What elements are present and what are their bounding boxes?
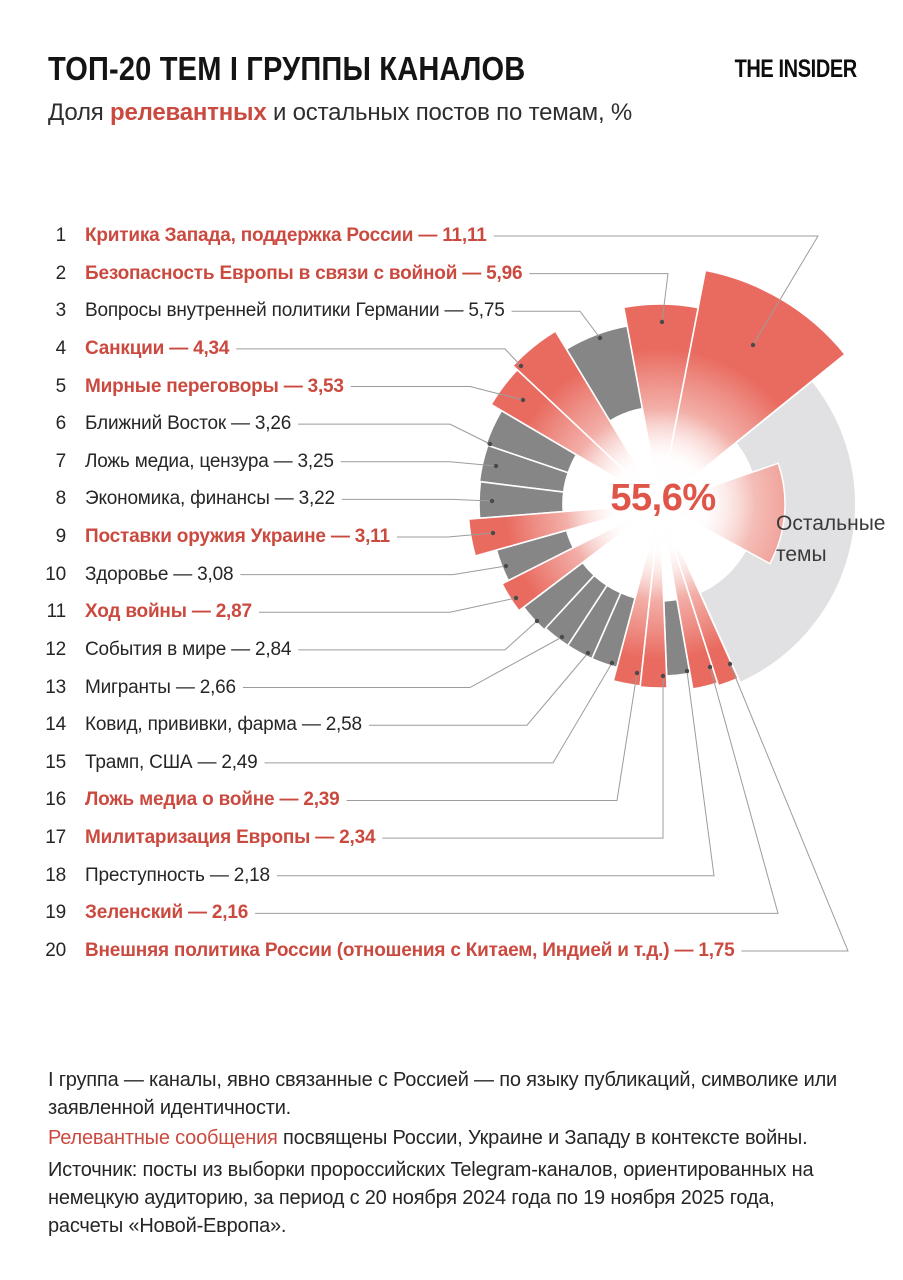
- list-item-rank: 20: [45, 940, 66, 961]
- list-item-topic-3: [36, 297, 505, 325]
- list-item-rank: 7: [55, 451, 66, 472]
- list-item-label: Здоровье — 3,08: [85, 564, 234, 585]
- list-item-rank: 4: [55, 338, 66, 359]
- list-item-label: Преступность — 2,18: [85, 865, 270, 886]
- list-item-topic-15: [36, 749, 258, 777]
- list-item-label: Экономика, финансы — 3,22: [85, 488, 335, 509]
- list-item-rank: 18: [45, 865, 66, 886]
- list-item-label: Мирные переговоры — 3,53: [85, 376, 344, 397]
- footnote-relevant-highlight: Релевантные сообщения: [48, 1127, 278, 1149]
- subtitle-highlight: релевантных: [110, 99, 267, 126]
- list-item-label: Санкции — 4,34: [85, 338, 230, 359]
- list-item-label: Ложь медиа, цензура — 3,25: [85, 451, 334, 472]
- list-item-rank: 13: [45, 677, 66, 698]
- center-value-label: 55,6%: [610, 477, 716, 519]
- list-item-topic-13: [36, 674, 236, 702]
- list-item-label: Ближний Восток — 3,26: [85, 413, 292, 434]
- list-item-rank: 9: [55, 526, 66, 547]
- list-item-label: Критика Запада, поддержка России — 11,11: [85, 225, 487, 246]
- list-item-rank: 2: [55, 263, 66, 284]
- the-insider-logo: THE INSIDER: [734, 55, 857, 83]
- list-item-topic-6: [36, 410, 291, 438]
- list-item-topic-10: [36, 561, 233, 589]
- list-item-topic-8: [36, 485, 335, 513]
- list-item-topic-4: [36, 335, 229, 363]
- list-item-rank: 11: [46, 601, 66, 622]
- list-item-topic-2: [36, 260, 522, 288]
- list-item-label: Вопросы внутренней политики Германии — 5,75: [85, 300, 505, 321]
- list-item-rank: 16: [45, 789, 66, 810]
- list-item-label: Ложь медиа о войне — 2,39: [85, 789, 340, 810]
- list-item-rank: 10: [45, 564, 66, 585]
- subtitle-prefix: Доля: [48, 99, 111, 126]
- list-item-label: Ковид, прививки, фарма — 2,58: [85, 714, 362, 735]
- list-item-topic-9: [36, 523, 390, 551]
- list-item-rank: 15: [45, 752, 66, 773]
- page-title: ТОП-20 ТЕМ I ГРУППЫ КАНАЛОВ: [48, 50, 526, 87]
- list-item-rank: 5: [55, 376, 66, 397]
- list-item-rank: 6: [55, 413, 66, 434]
- footnote-relevant-definition: [48, 1124, 843, 1152]
- list-item-topic-1: [36, 222, 487, 250]
- subtitle-suffix: и остальных постов по темам, %: [266, 99, 633, 126]
- list-item-topic-12: [36, 636, 291, 664]
- list-item-label: Ход войны — 2,87: [85, 601, 252, 622]
- footnote-group-definition: I группа — каналы, явно связанные с Россией — по языку публикаций, символике или заявленной идентичности.: [48, 1069, 838, 1119]
- list-item-label: Внешняя политика России (отношения с Китаем, Индией и т.д.) — 1,75: [85, 940, 735, 961]
- rest-topics-label: Остальные темы: [776, 512, 886, 566]
- list-item-label: Безопасность Европы в связи с войной — 5,96: [85, 263, 523, 284]
- list-item-topic-19: [36, 899, 248, 927]
- list-item-rank: 3: [55, 300, 66, 321]
- list-item-topic-17: [36, 824, 375, 852]
- list-item-topic-18: [36, 862, 270, 890]
- list-item-rank: 12: [45, 639, 66, 660]
- list-item-label: Мигранты — 2,66: [85, 677, 236, 698]
- footnote-source: Источник: посты из выборки пророссийских Telegram-каналов, ориентированных на немецкую аудиторию, за период с 20 ноября 2024 года по 19 ноября 2025 года, расчеты «Новой-Европа».: [48, 1159, 814, 1237]
- list-item-rank: 17: [45, 827, 66, 848]
- list-item-topic-7: [36, 448, 334, 476]
- list-item-topic-20: [36, 937, 735, 965]
- list-item-label: Милитаризация Европы — 2,34: [85, 827, 376, 848]
- list-item-label: Трамп, США — 2,49: [85, 752, 258, 773]
- list-item-topic-16: [36, 786, 340, 814]
- list-item-rank: 8: [55, 488, 66, 509]
- list-item-topic-14: [36, 711, 362, 739]
- footnote-relevant-rest: посвящены России, Украине и Западу в контексте войны.: [277, 1127, 808, 1149]
- list-item-rank: 14: [45, 714, 66, 735]
- list-item-label: Поставки оружия Украине — 3,11: [85, 526, 390, 547]
- list-item-rank: 1: [55, 225, 66, 246]
- list-item-topic-11: [36, 598, 252, 626]
- list-item-label: Зеленский — 2,16: [85, 902, 249, 923]
- list-item-topic-5: [36, 373, 344, 401]
- list-item-rank: 19: [45, 902, 66, 923]
- list-item-label: События в мире — 2,84: [85, 639, 292, 660]
